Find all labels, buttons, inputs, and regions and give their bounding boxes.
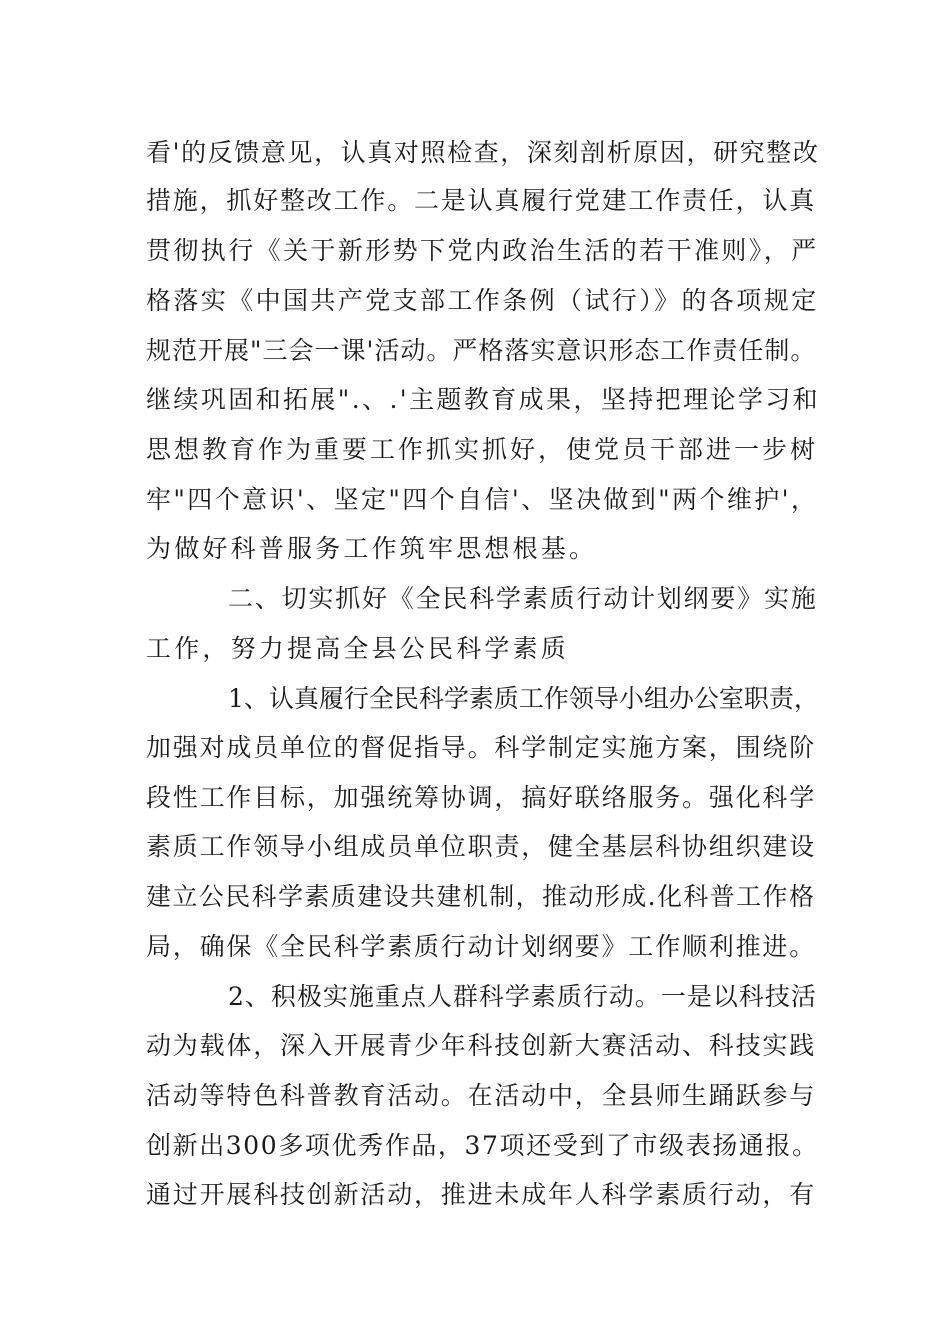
text-line-5: 规范开展"三会一课'活动。严格落实意识形态工作责任制。	[146, 336, 817, 365]
text-line-14: 段性工作目标，加强统筹协调，搞好联络服务。强化科学	[146, 783, 817, 812]
text-line-17: 局，确保《全民科学素质行动计划纲要》工作顺利推进。	[146, 932, 817, 961]
text-line-9: 为做好科普服务工作筑牢思想根基。	[146, 534, 598, 563]
text-line-13: 加强对成员单位的督促指导。科学制定实施方案，围绕阶	[146, 733, 817, 762]
text-line-4: 格落实《中国共产党支部工作条例（试行）》的各项规定	[146, 286, 819, 315]
text-line-20: 活动等特色科普教育活动。在活动中，全县师生踊跃参与	[146, 1081, 817, 1110]
text-line-7: 思想教育作为重要工作抓实抓好，使党员干部进一步树	[146, 435, 819, 464]
text-line-22: 通过开展科技创新活动，推进未成年人科学素质行动，有	[146, 1180, 817, 1209]
text-line-3: 贯彻执行《关于新形势下党内政治生活的若干准则》，严	[146, 236, 819, 265]
text-line-8: 牢"四个意识'、坚定"四个自信'、坚决做到"两个维护'，	[146, 485, 819, 514]
text-line-6: 继续巩固和拓展".、.'主题教育成果，坚持把理论学习和	[146, 385, 821, 414]
text-line-12: 1、认真履行全民科学素质工作领导小组办公室职责，	[228, 684, 819, 713]
text-line-1: 看'的反馈意见，认真对照检查，深刻剖析原因，研究整改	[146, 138, 820, 167]
text-line-16: 建立公民科学素质建设共建机制，推动形成.化科普工作格	[146, 882, 816, 911]
section-heading-line-2: 工作，努力提高全县公民科学素质	[146, 634, 570, 663]
text-line-18: 2、积极实施重点人群科学素质行动。一是以科技活	[228, 982, 817, 1011]
text-line-2: 措施，抓好整改工作。二是认真履行党建工作责任，认真	[146, 186, 817, 215]
text-line-19: 动为载体，深入开展青少年科技创新大赛活动、科技实践	[146, 1031, 817, 1060]
section-heading-line-1: 二、切实抓好《全民科学素质行动计划纲要》实施	[228, 584, 818, 613]
text-line-21: 创新出300多项优秀作品，37项还受到了市级表扬通报。	[146, 1131, 819, 1160]
text-line-15: 素质工作领导小组成员单位职责，健全基层科协组织建设	[146, 832, 817, 861]
